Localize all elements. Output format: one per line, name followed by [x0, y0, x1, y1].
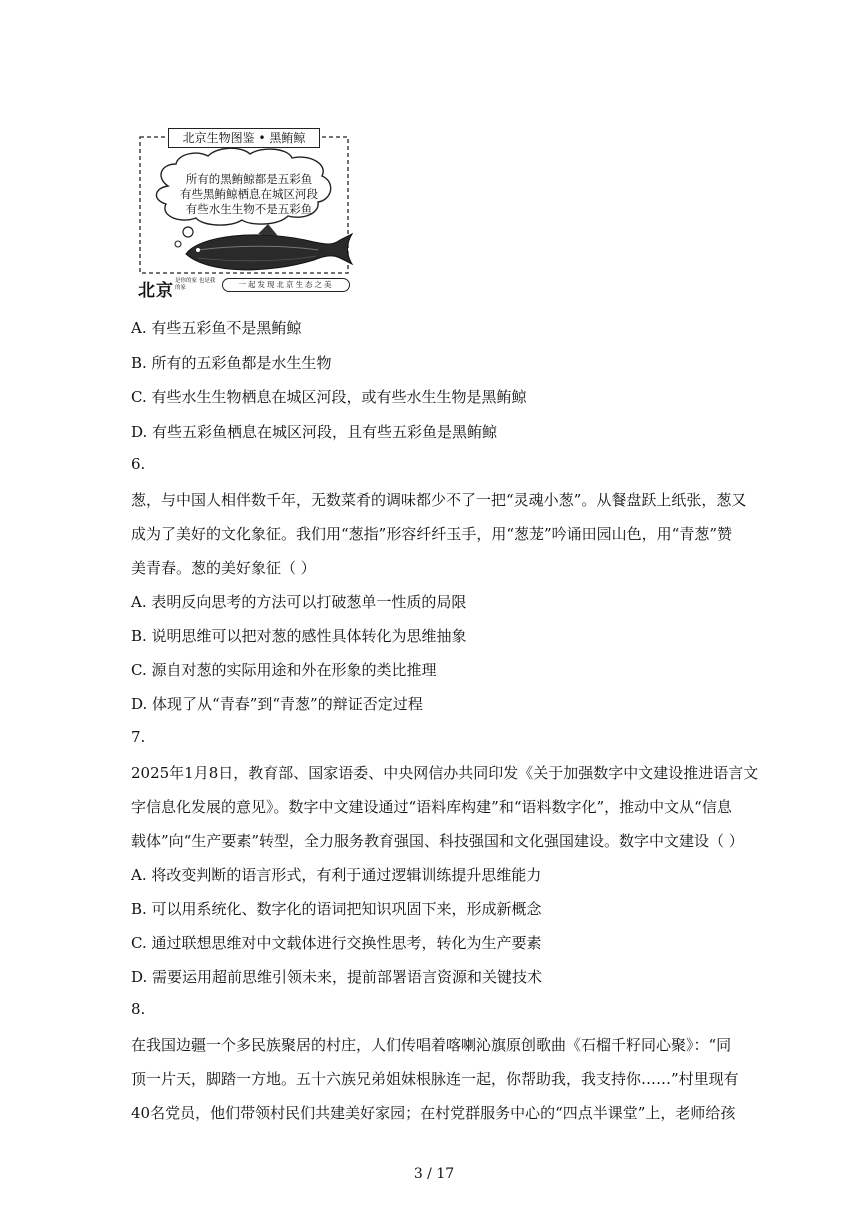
text-line: 2025年1月8日，教育部、国家语委、中央网信办共同印发《关于加强数字中文建设推进语言文	[131, 764, 759, 782]
thought-bubble-text	[154, 172, 344, 217]
text-line: A. 将改变判断的语言形式，有利于通过逻辑训练提升思维能力	[131, 866, 542, 884]
question-number: 6.	[131, 455, 146, 473]
text-line: 字信息化发展的意见》。数字中文建设通过“语料库构建”和“语料数字化”，推动中文从“信息	[131, 798, 732, 816]
question-number: 8.	[131, 1000, 146, 1018]
bubble-line: 有些水生生物不是五彩鱼	[185, 202, 313, 216]
brand-tagline: 是你的家 也是我的家	[175, 278, 216, 291]
text-line: C. 通过联想思维对中文载体进行交换性思考，转化为生产要素	[131, 934, 542, 952]
text-line: B. 说明思维可以把对葱的感性具体转化为思维抽象	[131, 627, 467, 645]
text-line: 载体”向“生产要素”转型，全力服务教育强国、科技强国和文化强国建设。数字中文建设（ ）	[131, 832, 744, 850]
figure-title: 北京生物图鉴 • 黑鲔鲸	[168, 128, 320, 148]
text-line: A. 表明反向思考的方法可以打破葱单一性质的局限	[131, 593, 467, 611]
slogan-badge: 一起发现北京生态之美	[222, 278, 350, 292]
bubble-line: 有些黑鲔鲸栖息在城区河段	[180, 187, 318, 201]
text-line: A. 有些五彩鱼不是黑鲔鲸	[131, 319, 302, 337]
text-line: C. 有些水生生物栖息在城区河段，或有些水生生物是黑鲔鲸	[131, 388, 527, 406]
text-line: D. 体现了从“青春”到“青葱”的辩证否定过程	[131, 695, 423, 713]
text-line: 顶一片天，脚踏一方地。五十六族兄弟姐妹根脉连一起，你帮助我，我支持你……”村里现有	[131, 1070, 739, 1088]
question-number: 7.	[131, 728, 146, 746]
text-line: 葱，与中国人相伴数千年，无数菜肴的调味都少不了一把“灵魂小葱”。从餐盘跃上纸张，葱又	[131, 491, 747, 509]
text-line: B. 所有的五彩鱼都是水生生物	[131, 354, 332, 372]
bubble-line: 所有的黑鲔鲸都是五彩鱼	[185, 172, 313, 186]
figure-illustration	[138, 128, 360, 302]
text-line: D. 需要运用超前思维引领未来，提前部署语言资源和关键技术	[131, 968, 543, 986]
text-line: 美青春。葱的美好象征（ ）	[131, 559, 316, 577]
text-line: 在我国边疆一个多民族聚居的村庄，人们传唱着喀喇沁旗原创歌曲《石榴千籽同心聚》：“同	[131, 1036, 732, 1054]
text-line: D. 有些五彩鱼栖息在城区河段，且有些五彩鱼是黑鲔鲸	[131, 423, 498, 441]
text-line: 40名党员，他们带领村民们共建美好家园；在村党群服务中心的“四点半课堂”上，老师给孩	[131, 1104, 736, 1122]
text-line: B. 可以用系统化、数字化的语词把知识巩固下来，形成新概念	[131, 900, 542, 918]
page-number: 3 / 17	[413, 1166, 455, 1182]
brand-logo: 北京	[138, 281, 174, 301]
text-line: 成为了美好的文化象征。我们用“葱指”形容纤纤玉手，用“葱茏”吟诵田园山色，用“青葱”赞	[131, 525, 733, 543]
text-line: C. 源自对葱的实际用途和外在形象的类比推理	[131, 661, 437, 679]
